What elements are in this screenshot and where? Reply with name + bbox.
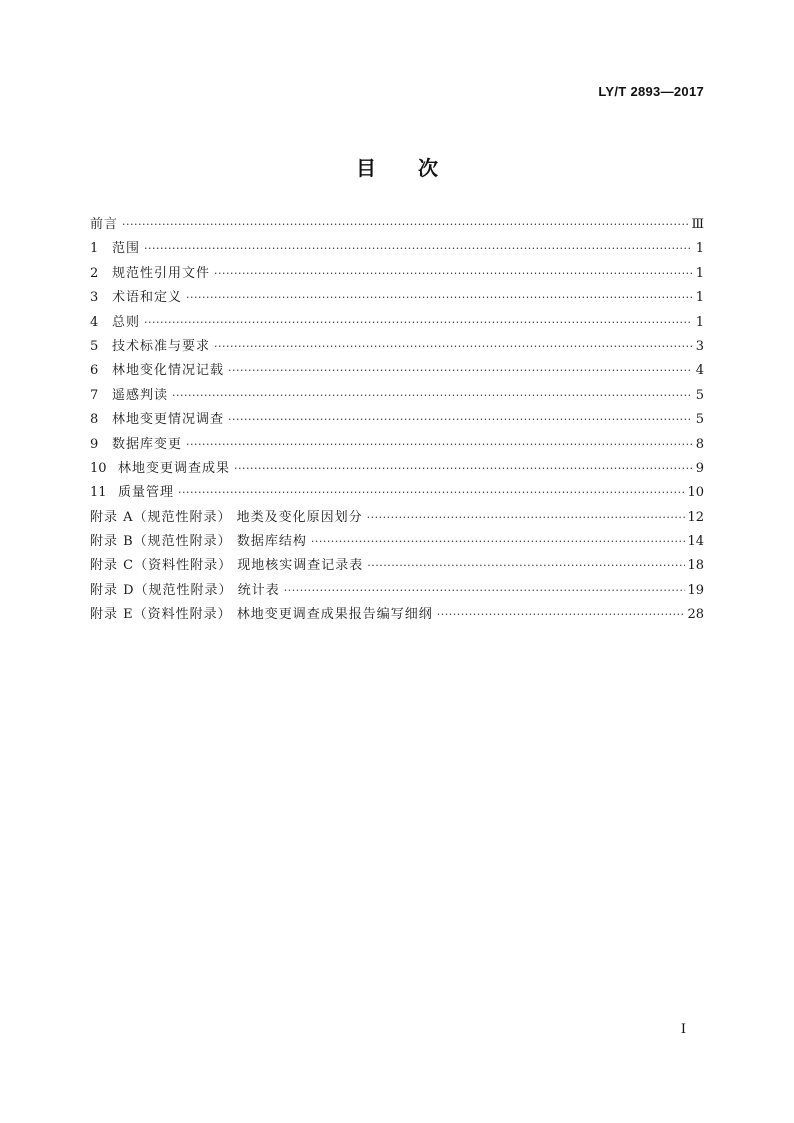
toc-leader-dots: [228, 411, 692, 429]
toc-leader-dots: [367, 557, 685, 575]
toc-entry-appendix-c[interactable]: [90, 557, 704, 581]
toc-entry-label: 6 林地变化情况记载: [90, 363, 225, 379]
toc-leader-dots: [234, 460, 692, 478]
toc-entry-appendix-e[interactable]: [90, 606, 704, 630]
toc-entry-1[interactable]: [90, 240, 704, 264]
toc-entry-label: 7 遥感判读: [90, 387, 169, 403]
toc-entry-8[interactable]: [90, 411, 704, 435]
toc-entry-4[interactable]: [90, 314, 704, 338]
toc-entry-3[interactable]: [90, 289, 704, 313]
toc-leader-dots: [311, 533, 686, 551]
toc-entry-appendix-a[interactable]: [90, 509, 704, 533]
toc-entry-label: 2 规范性引用文件: [90, 265, 211, 281]
toc-entry-label: 前言: [90, 217, 119, 232]
toc-entry-page: 1: [695, 290, 704, 306]
toc-entry-page: 10: [687, 485, 704, 501]
page-title: 目次: [356, 156, 480, 180]
toc-entry-11[interactable]: [90, 484, 704, 508]
toc-leader-dots: [437, 606, 686, 624]
toc-entry-label: 附录 B（规范性附录） 数据库结构: [90, 534, 307, 550]
toc-entry-label: 3 术语和定义: [90, 290, 183, 306]
toc-entry-label: 5 技术标准与要求: [90, 338, 211, 354]
toc-entry-label: 附录 C（资料性附录） 现地核实调查记录表: [90, 558, 364, 574]
toc-entry-foreword[interactable]: [90, 216, 704, 240]
toc-entry-page: 3: [695, 338, 704, 354]
toc-leader-dots: [186, 436, 692, 454]
toc-entry-label: 11 质量管理: [90, 485, 175, 501]
toc-entry-label: 附录 A（规范性附录） 地类及变化原因划分: [90, 509, 363, 525]
document-code: LY/T 2893—2017: [598, 84, 704, 99]
toc-entry-label: 4 总则: [90, 314, 141, 330]
toc-entry-page: 8: [695, 436, 704, 452]
toc-leader-dots: [144, 314, 692, 332]
toc-entry-page: Ⅲ: [691, 217, 704, 232]
toc-leader-dots: [144, 240, 692, 258]
toc-entry-appendix-b[interactable]: [90, 533, 704, 557]
toc-leader-dots: [178, 484, 685, 502]
toc-entry-page: 4: [695, 363, 704, 379]
toc-leader-dots: [367, 509, 686, 527]
toc-leader-dots: [186, 289, 692, 307]
toc-entry-9[interactable]: [90, 436, 704, 460]
toc-leader-dots: [172, 387, 692, 405]
page-number: Ⅰ: [680, 1022, 686, 1037]
toc-leader-dots: [214, 265, 692, 283]
toc-leader-dots: [284, 582, 686, 600]
toc-entry-label: 10 林地变更调查成果: [90, 460, 231, 476]
toc-entry-2[interactable]: [90, 265, 704, 289]
toc-entry-7[interactable]: [90, 387, 704, 411]
toc-entry-label: 1 范围: [90, 241, 141, 257]
toc-entry-5[interactable]: [90, 338, 704, 362]
toc-entry-page: 18: [687, 558, 704, 574]
toc-entry-page: 1: [695, 265, 704, 281]
toc-entry-label: 附录 E（资料性附录） 林地变更调查成果报告编写细纲: [90, 607, 433, 623]
toc-entry-page: 12: [687, 509, 704, 525]
toc-entry-page: 9: [695, 460, 704, 476]
toc-entry-page: 19: [687, 582, 704, 598]
toc-entry-page: 28: [687, 607, 704, 623]
toc-entry-page: 14: [687, 534, 704, 550]
toc-entry-10[interactable]: [90, 460, 704, 484]
toc-leader-dots: [214, 338, 692, 356]
toc-leader-dots: [228, 362, 692, 380]
toc-entry-page: 1: [695, 241, 704, 257]
toc-entry-appendix-d[interactable]: [90, 582, 704, 606]
toc-entry-page: 5: [695, 412, 704, 428]
toc-entry-label: 8 林地变更情况调查: [90, 412, 225, 428]
toc-entry-label: 9 数据库变更: [90, 436, 183, 452]
toc-entry-page: 1: [695, 314, 704, 330]
table-of-contents: [90, 216, 704, 631]
toc-entry-page: 5: [695, 387, 704, 403]
toc-entry-6[interactable]: [90, 362, 704, 386]
toc-leader-dots: [122, 216, 689, 234]
toc-entry-label: 附录 D（规范性附录） 统计表: [90, 582, 280, 598]
